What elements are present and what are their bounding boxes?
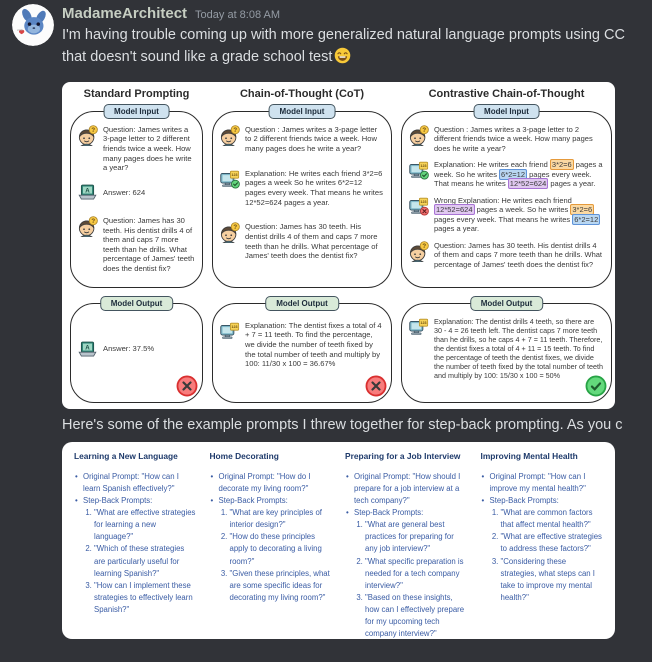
highlight-purple: 12*52=624 <box>436 205 473 215</box>
computer-note-icon <box>219 321 240 342</box>
row-text: Question : James writes a 3-page letter to 2 different friends twice a week. How many pages does he write a year? <box>245 124 378 154</box>
diagram-row <box>77 339 195 360</box>
stepback-section <box>490 495 604 604</box>
stepback-item: 2. "What specific preparation is needed for a tech company interview?" <box>365 556 468 592</box>
diagram-row <box>77 216 195 274</box>
row-text: Wrong Explanation: He writes each friend 12*52=624 pages a week. So he writes 3*2=6 pages every week. That means he writes 6*2=12 pages a year. <box>434 195 599 234</box>
wrong-x-icon <box>365 375 387 397</box>
row-text: Answer: 37.5% <box>103 344 155 354</box>
model-output-badge: Model Output <box>265 296 339 311</box>
original-prompt: • Original Prompt: "How can I learn Spanish effectively?" <box>83 471 197 495</box>
laptop-answer-icon <box>77 182 98 203</box>
model-output-panel <box>401 298 612 403</box>
stepback-section <box>219 495 333 604</box>
user-avatar[interactable] <box>12 4 54 46</box>
diagram-column-standard <box>70 88 203 403</box>
computer-check-icon <box>408 160 429 181</box>
stepback-item: 1. "What are key principles of interior design?" <box>230 507 333 531</box>
original-prompt: • Original Prompt: "How can I improve my mental health?" <box>490 471 604 495</box>
stepback-label: Step-Back Prompts: <box>83 496 153 506</box>
model-output-badge: Model Output <box>470 296 544 311</box>
person-question-icon <box>77 216 98 237</box>
prompt-column-interview <box>345 451 468 639</box>
person-question-icon <box>219 222 240 243</box>
diagram-row <box>219 222 384 261</box>
diagram-row <box>408 125 604 154</box>
model-input-badge: Model Input <box>473 104 540 119</box>
stepback-item: 1. "What are effective strategies for learning a new language?" <box>94 507 197 543</box>
row-text: Explanation: He writes each friend 3*2=6 pages a week. So he writes 6*2=12 pages every week. That means he writes 12*52=624 pages a year. <box>434 160 603 189</box>
stepback-item: 3. "How can I implement these strategies to effectively learn Spanish?" <box>94 580 197 616</box>
message-line-1: I'm having trouble coming up with more generalized natural language prompts using CC <box>62 27 625 43</box>
stepback-label: Step-Back Prompts: <box>489 496 559 506</box>
diagram-row <box>77 182 195 203</box>
stepback-section <box>354 507 468 639</box>
row-text: Explanation: The dentist drills 4 teeth, so there are 30 - 4 = 26 teeth left. The dentist caps 7 more teeth than he drills, so he caps 4 + 7 = 11 teeth. Therefore, the dentist fixes a total of 4 + 11 = 15 teeth. To find the percentage of teeth the dentist fixes, we divide the number of teeth fixed by the total number of teeth and multiply by 100: 15/30 x 100 = 50% <box>434 316 604 381</box>
row-text: Answer: 624 <box>103 187 146 197</box>
row-text: Explanation: He writes each friend 3*2=6 pages a week So he writes 6*2=12 pages every week. That means he writes 12*52=624 pages a year. <box>245 168 383 207</box>
prompt-column-title: Home Decorating <box>209 451 279 461</box>
stepback-prompts-attachment[interactable] <box>62 442 615 639</box>
model-input-panel <box>401 106 612 288</box>
highlight-blue: 6*2=12 <box>501 169 526 179</box>
row-text: Question: James has 30 teeth. His dentist drills 4 of them and caps 7 more teeth than he drills. What percentage of James' teeth does the dentist fix? <box>103 215 195 274</box>
grin-emoji-icon[interactable] <box>334 47 351 64</box>
model-input-panel <box>212 106 392 288</box>
prompt-column-decorating <box>210 451 333 639</box>
diagram-row <box>219 321 384 369</box>
highlight-orange: 3*2=6 <box>551 160 572 170</box>
row-text: Question: James writes a 3-page letter to 2 different friends twice a week. How many pages does he write a year? <box>103 124 192 173</box>
stepback-item: 2. "Which of these strategies are particularly useful for learning Spanish?" <box>94 543 197 579</box>
prompt-column-title: Preparing for a Job Interview <box>345 451 461 461</box>
laptop-answer-icon <box>77 339 98 360</box>
person-question-icon <box>408 241 429 262</box>
diagram-row <box>408 241 604 270</box>
message-line-2 <box>62 46 652 68</box>
diagram-row <box>408 196 604 234</box>
column-title: Standard Prompting <box>83 88 190 100</box>
computer-note-icon <box>408 317 429 338</box>
highlight-blue: 6*2=12 <box>574 214 599 224</box>
timestamp: Today at 8:08 AM <box>195 9 281 21</box>
stepback-item: 1. "What are common factors that affect mental health?" <box>501 507 604 531</box>
prompt-column-mental-health <box>481 451 604 639</box>
stepback-item: 3. "Based on these insights, how can I effectively prepare for my upcoming tech company interview?" <box>365 592 468 639</box>
diagram-column-cot <box>212 88 392 403</box>
stepback-item: 3. "Considering these strategies, what steps can I take to improve my mental health?" <box>501 556 604 604</box>
row-text: Question : James writes a 3-page letter to 2 different friends twice a week. How many pages does he write a year? <box>434 124 593 153</box>
model-input-badge: Model Input <box>103 104 170 119</box>
diagram-row <box>408 317 604 381</box>
highlight-purple: 12*52=624 <box>509 179 547 189</box>
diagram-row <box>219 169 384 208</box>
computer-x-icon <box>408 196 429 217</box>
model-output-panel <box>70 298 203 403</box>
message-header <box>62 5 652 24</box>
stepback-item: 1. "What are general best practices for preparing for any job interview?" <box>365 519 468 555</box>
stepback-item: 3. "Given these principles, what are some specific ideas for decorating my living room?" <box>230 568 333 604</box>
column-title: Contrastive Chain-of-Thought <box>428 88 585 100</box>
message-line-2-text: that doesn't sound like a grade school test <box>62 49 333 65</box>
person-question-icon <box>219 125 240 146</box>
stepback-item: 2. "What are effective strategies to address these factors?" <box>501 531 604 555</box>
model-input-badge: Model Input <box>269 104 336 119</box>
prompt-column-language <box>74 451 197 639</box>
person-question-icon <box>77 125 98 146</box>
column-title: Chain-of-Thought (CoT) <box>239 88 364 100</box>
diagram-row <box>408 160 604 189</box>
model-input-panel <box>70 106 203 288</box>
stepback-label: Step-Back Prompts: <box>354 508 424 518</box>
prompt-column-title: Learning a New Language <box>74 451 178 461</box>
person-question-icon <box>408 125 429 146</box>
prompt-column-title: Improving Mental Health <box>480 451 578 461</box>
row-text: Explanation: The dentist fixes a total of 4 + 7 = 11 teeth. To find the percentage, we divide the number of teeth fixed by the total number of teeth and multiply by 100: 11/30 x 100 = 36.67% <box>245 320 382 369</box>
diagram-row <box>219 125 384 154</box>
message-line-3: Here's some of the example prompts I threw together for step-back prompting. As you c <box>62 417 623 433</box>
computer-check-icon <box>219 169 240 190</box>
stepback-label: Step-Back Prompts: <box>218 496 288 506</box>
message-content <box>62 0 652 639</box>
original-prompt: • Original Prompt: "How do I decorate my living room?" <box>219 471 333 495</box>
username[interactable]: MadameArchitect <box>62 5 188 22</box>
wrong-x-icon <box>176 375 198 397</box>
correct-check-icon <box>585 375 607 397</box>
row-text: Question: James has 30 teeth. His dentist drills 4 of them and caps 7 more teeth than he drills. What percentage of James' teeth does the dentist fix? <box>245 222 378 261</box>
stepback-item: 2. "How do these principles apply to decorating a living room?" <box>230 531 333 567</box>
diagram-row <box>77 125 195 173</box>
original-prompt: • Original Prompt: "How should I prepare for a job interview at a tech company?" <box>354 471 468 507</box>
diagram-column-contrastive-cot <box>401 88 612 403</box>
cot-diagram-attachment[interactable] <box>62 82 615 409</box>
model-output-panel <box>212 298 392 403</box>
stepback-section <box>83 495 197 616</box>
highlight-orange: 3*2=6 <box>572 205 593 215</box>
row-text: Question: James has 30 teeth. His dentist drills 4 of them and caps 7 more teeth than he drills. What percentage of James' teeth does the dentist fix? <box>434 240 603 269</box>
model-output-badge: Model Output <box>100 296 174 311</box>
